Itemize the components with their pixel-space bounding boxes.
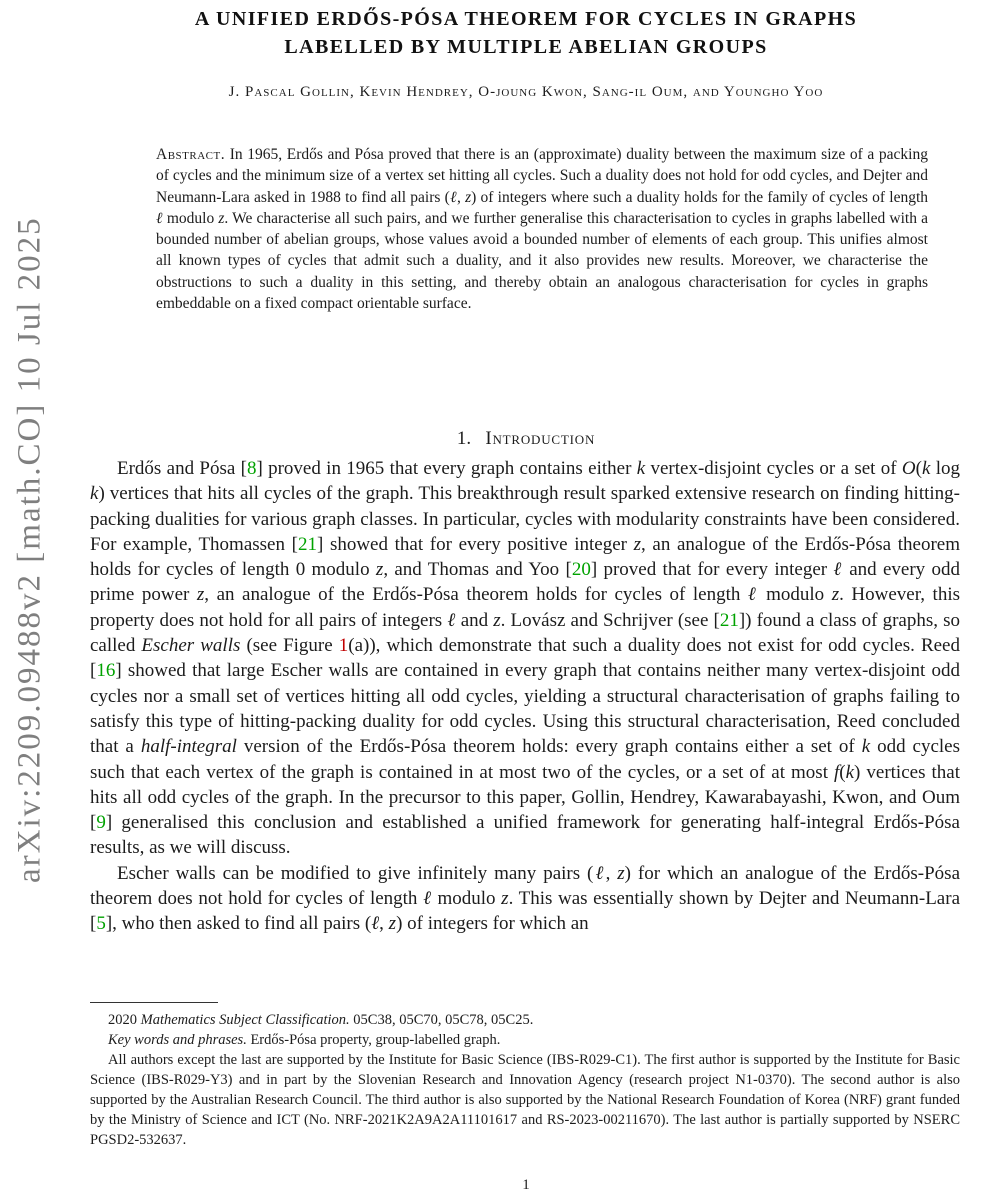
citation-link[interactable]: 16 — [96, 660, 116, 682]
text-run: , — [456, 188, 466, 206]
emphasis-text: Mathematics Subject Classification. — [140, 1012, 350, 1028]
text-run: ( — [915, 458, 922, 479]
math-variable: z — [617, 862, 625, 884]
text-run: ] generalised this conclusion and established a unified framework for generating half-integral Erdős-Pósa results, as we will discuss. — [90, 812, 960, 859]
math-variable: ℓ — [449, 188, 457, 206]
text-run: and — [455, 609, 494, 631]
text-run: version of the Erdős-Pósa theorem holds: every graph contains either a set of — [236, 736, 862, 758]
paragraph — [90, 861, 960, 937]
text-run: ) of integers where such a duality holds for the family of cycles of length — [471, 188, 929, 206]
arxiv-stamp — [4, 150, 56, 950]
text-run: , — [379, 913, 389, 935]
text-run: ] showed that large Escher walls are contained in every graph that contains neither many vertex-disjoint odd cycles nor a small set of vertices hitting all odd cycles, yielding a structural characterisation of graphs failing to satisfy this type of hitting-packing duality for odd cycles. Using this structural characterisation, Reed concluded that a — [90, 660, 960, 758]
text-run: . This was essentially shown by Dejter and Neumann-Lara [ — [90, 888, 961, 935]
text-run: . We characterise all such pairs, and we further generalise this characterisation to cycles in graphs labelled with a bounded number of abelian groups, whose values avoid a bounded number of elements of each group. This unifies almost all known types of cycles that admit such a duality, and it also provides new results. Moreover, we characterise the obstructions to such a duality in this setting, and thereby obtain an analogous characterisation for cycles in graphs embeddable on a fixed compact orientable surface. — [156, 209, 928, 313]
text-run: odd cycles such that each vertex of the graph is contained in at most two of the cycles, or a set of at most — [90, 736, 960, 783]
text-run: ], who then asked to find all pairs ( — [105, 913, 372, 935]
text-run: ] proved that for every integer — [590, 559, 834, 581]
text-run: modulo — [162, 209, 219, 227]
section-title: Introduction — [485, 428, 596, 449]
footnote-keywords — [90, 1030, 960, 1050]
text-run: ) for which an analogue of the Erdős-Pósa theorem does not hold for cycles of length — [90, 862, 961, 910]
section-number: 1. — [456, 428, 472, 449]
text-run: , — [605, 862, 618, 884]
math-variable: z — [493, 609, 501, 631]
math-variable: z — [831, 584, 840, 606]
math-variable: ℓ — [447, 609, 456, 631]
paragraph — [90, 456, 960, 861]
citation-link[interactable]: 9 — [96, 812, 106, 834]
paper-title — [90, 5, 962, 61]
text-run: ]) found a class of graphs, so called — [90, 609, 960, 657]
text-run: In 1965, Erdős and Pósa proved that there is an (approximate) duality between the maximum size of a packing of cycles and the minimum size of a vertex set hitting all cycles. Such a duality does not hold for odd cycles, and Dejter and Neumann-Lara asked in 1988 to find all pairs ( — [156, 146, 928, 206]
page-content — [90, 0, 962, 1200]
text-run: ) vertices that hits all odd cycles of the graph. In the precursor to this paper, Gollin, Hendrey, Kawarabayashi, Kwon, and Oum [ — [90, 761, 960, 834]
math-variable: z — [375, 559, 384, 581]
text-run: modulo — [758, 584, 832, 606]
text-run: 2020 — [108, 1012, 141, 1028]
text-run: and every odd prime power — [90, 559, 960, 606]
abstract-block — [156, 144, 928, 314]
footnote-funding — [90, 1050, 960, 1150]
text-run: Escher walls can be modified to give infinitely many pairs ( — [117, 862, 594, 884]
text-run: All authors except the last are supported by the Institute for Basic Science (IBS-R029-C1). The first author is supported by the Institute for Basic Science (IBS-R029-Y3) and in part by the Slovenian Research and Innovation Agency (research project N1-0370). The second author is also supported by the Australian Research Council. The third author is also supported by the National Research Foundation of Korea (NRF) grant funded by the Ministry of Science and ICT (No. NRF-2021K2A9A2A11101617 and RS-2023-00211670). The last author is partially supported by NSERC PGSD2-532637. — [90, 1052, 960, 1148]
emphasis-text: Escher walls — [141, 635, 241, 657]
text-run: (a)), which demonstrate that such a duality does not exist for odd cycles. Reed [ — [90, 635, 960, 682]
math-variable: k — [636, 458, 646, 479]
text-run: , and Thomas and Yoo [ — [383, 559, 572, 581]
math-variable: f — [834, 761, 840, 783]
text-run: ] showed that for every positive integer — [316, 533, 634, 555]
math-variable: k — [861, 736, 871, 758]
citation-link[interactable]: 8 — [246, 458, 257, 479]
citation-link[interactable]: 5 — [96, 913, 106, 935]
text-run: ) of integers for which an — [396, 913, 589, 935]
text-run: 05C38, 05C70, 05C78, 05C25. — [349, 1012, 534, 1028]
math-variable: ℓ — [423, 888, 432, 910]
text-run: vertex-disjoint cycles or a set of — [645, 458, 902, 479]
text-run: , an analogue of the Erdős-Pósa theorem holds for cycles of length 0 modulo — [90, 533, 960, 581]
citation-link[interactable]: 21 — [297, 533, 317, 555]
math-variable: z — [218, 209, 225, 227]
paper-title-line-1: A UNIFIED ERDŐS-PÓSA THEOREM FOR CYCLES IN GRAPHS — [194, 8, 858, 30]
math-variable: z — [465, 188, 472, 206]
citation-link[interactable]: 20 — [571, 559, 591, 581]
text-run: log — [930, 458, 961, 479]
abstract-text — [156, 146, 928, 312]
math-variable: z — [388, 913, 397, 935]
text-run: Erdős and Pósa [ — [117, 458, 247, 479]
text-run: ( — [839, 761, 846, 783]
citation-link[interactable]: 21 — [719, 609, 739, 631]
text-run: . Lovász and Schrijver (see [ — [500, 609, 720, 631]
page-number: 1 — [522, 1177, 530, 1193]
math-variable: ℓ — [833, 559, 843, 581]
math-variable: O — [901, 458, 916, 479]
emphasis-text: half-integral — [140, 736, 237, 758]
section-heading — [90, 428, 962, 450]
arxiv-stamp-text: arXiv:2209.09488v2 [math.CO] 10 Jul 2025 — [11, 216, 48, 884]
math-variable: z — [633, 533, 642, 555]
math-variable: ℓ — [371, 913, 380, 935]
math-variable: ℓ — [593, 862, 606, 884]
paper-title-line-2: LABELLED BY MULTIPLE ABELIAN GROUPS — [284, 36, 768, 58]
figure-ref-link[interactable]: 1 — [338, 635, 349, 657]
text-run: Erdős-Pósa property, group-labelled graph. — [246, 1032, 501, 1048]
math-variable: ℓ — [747, 584, 759, 606]
math-variable: z — [196, 584, 205, 606]
footnote-block — [90, 1002, 960, 1150]
abstract-label: Abstract. — [156, 146, 226, 163]
text-run: , an analogue of the Erdős-Pósa theorem holds for cycles of length — [204, 584, 748, 606]
text-run: (see Figure — [240, 635, 339, 657]
math-variable: ℓ — [156, 209, 163, 227]
emphasis-text: Key words and phrases. — [108, 1032, 247, 1048]
text-run: modulo — [431, 888, 502, 910]
footnote-rule — [90, 1002, 218, 1003]
math-variable: k — [90, 483, 99, 505]
section-title-spacer — [476, 428, 481, 449]
text-run: ] proved in 1965 that every graph contains either — [256, 458, 637, 479]
footnote-msc — [90, 1010, 960, 1030]
introduction-text — [90, 456, 960, 937]
text-run: ) vertices that hits all cycles of the graph. This breakthrough result sparked extensive research on finding hitting-packing dualities for various graph classes. In particular, cycles with modularity constraints have been considered. For example, Thomassen [ — [90, 483, 960, 555]
math-variable: k — [921, 458, 931, 479]
text-run: . However, this property does not hold for all pairs of integers — [90, 584, 960, 631]
math-variable: k — [845, 761, 855, 783]
math-variable: z — [501, 888, 509, 910]
author-list: J. Pascal Gollin, Kevin Hendrey, O-joung Kwon, Sang-il Oum, and Youngho Yoo — [228, 84, 824, 100]
